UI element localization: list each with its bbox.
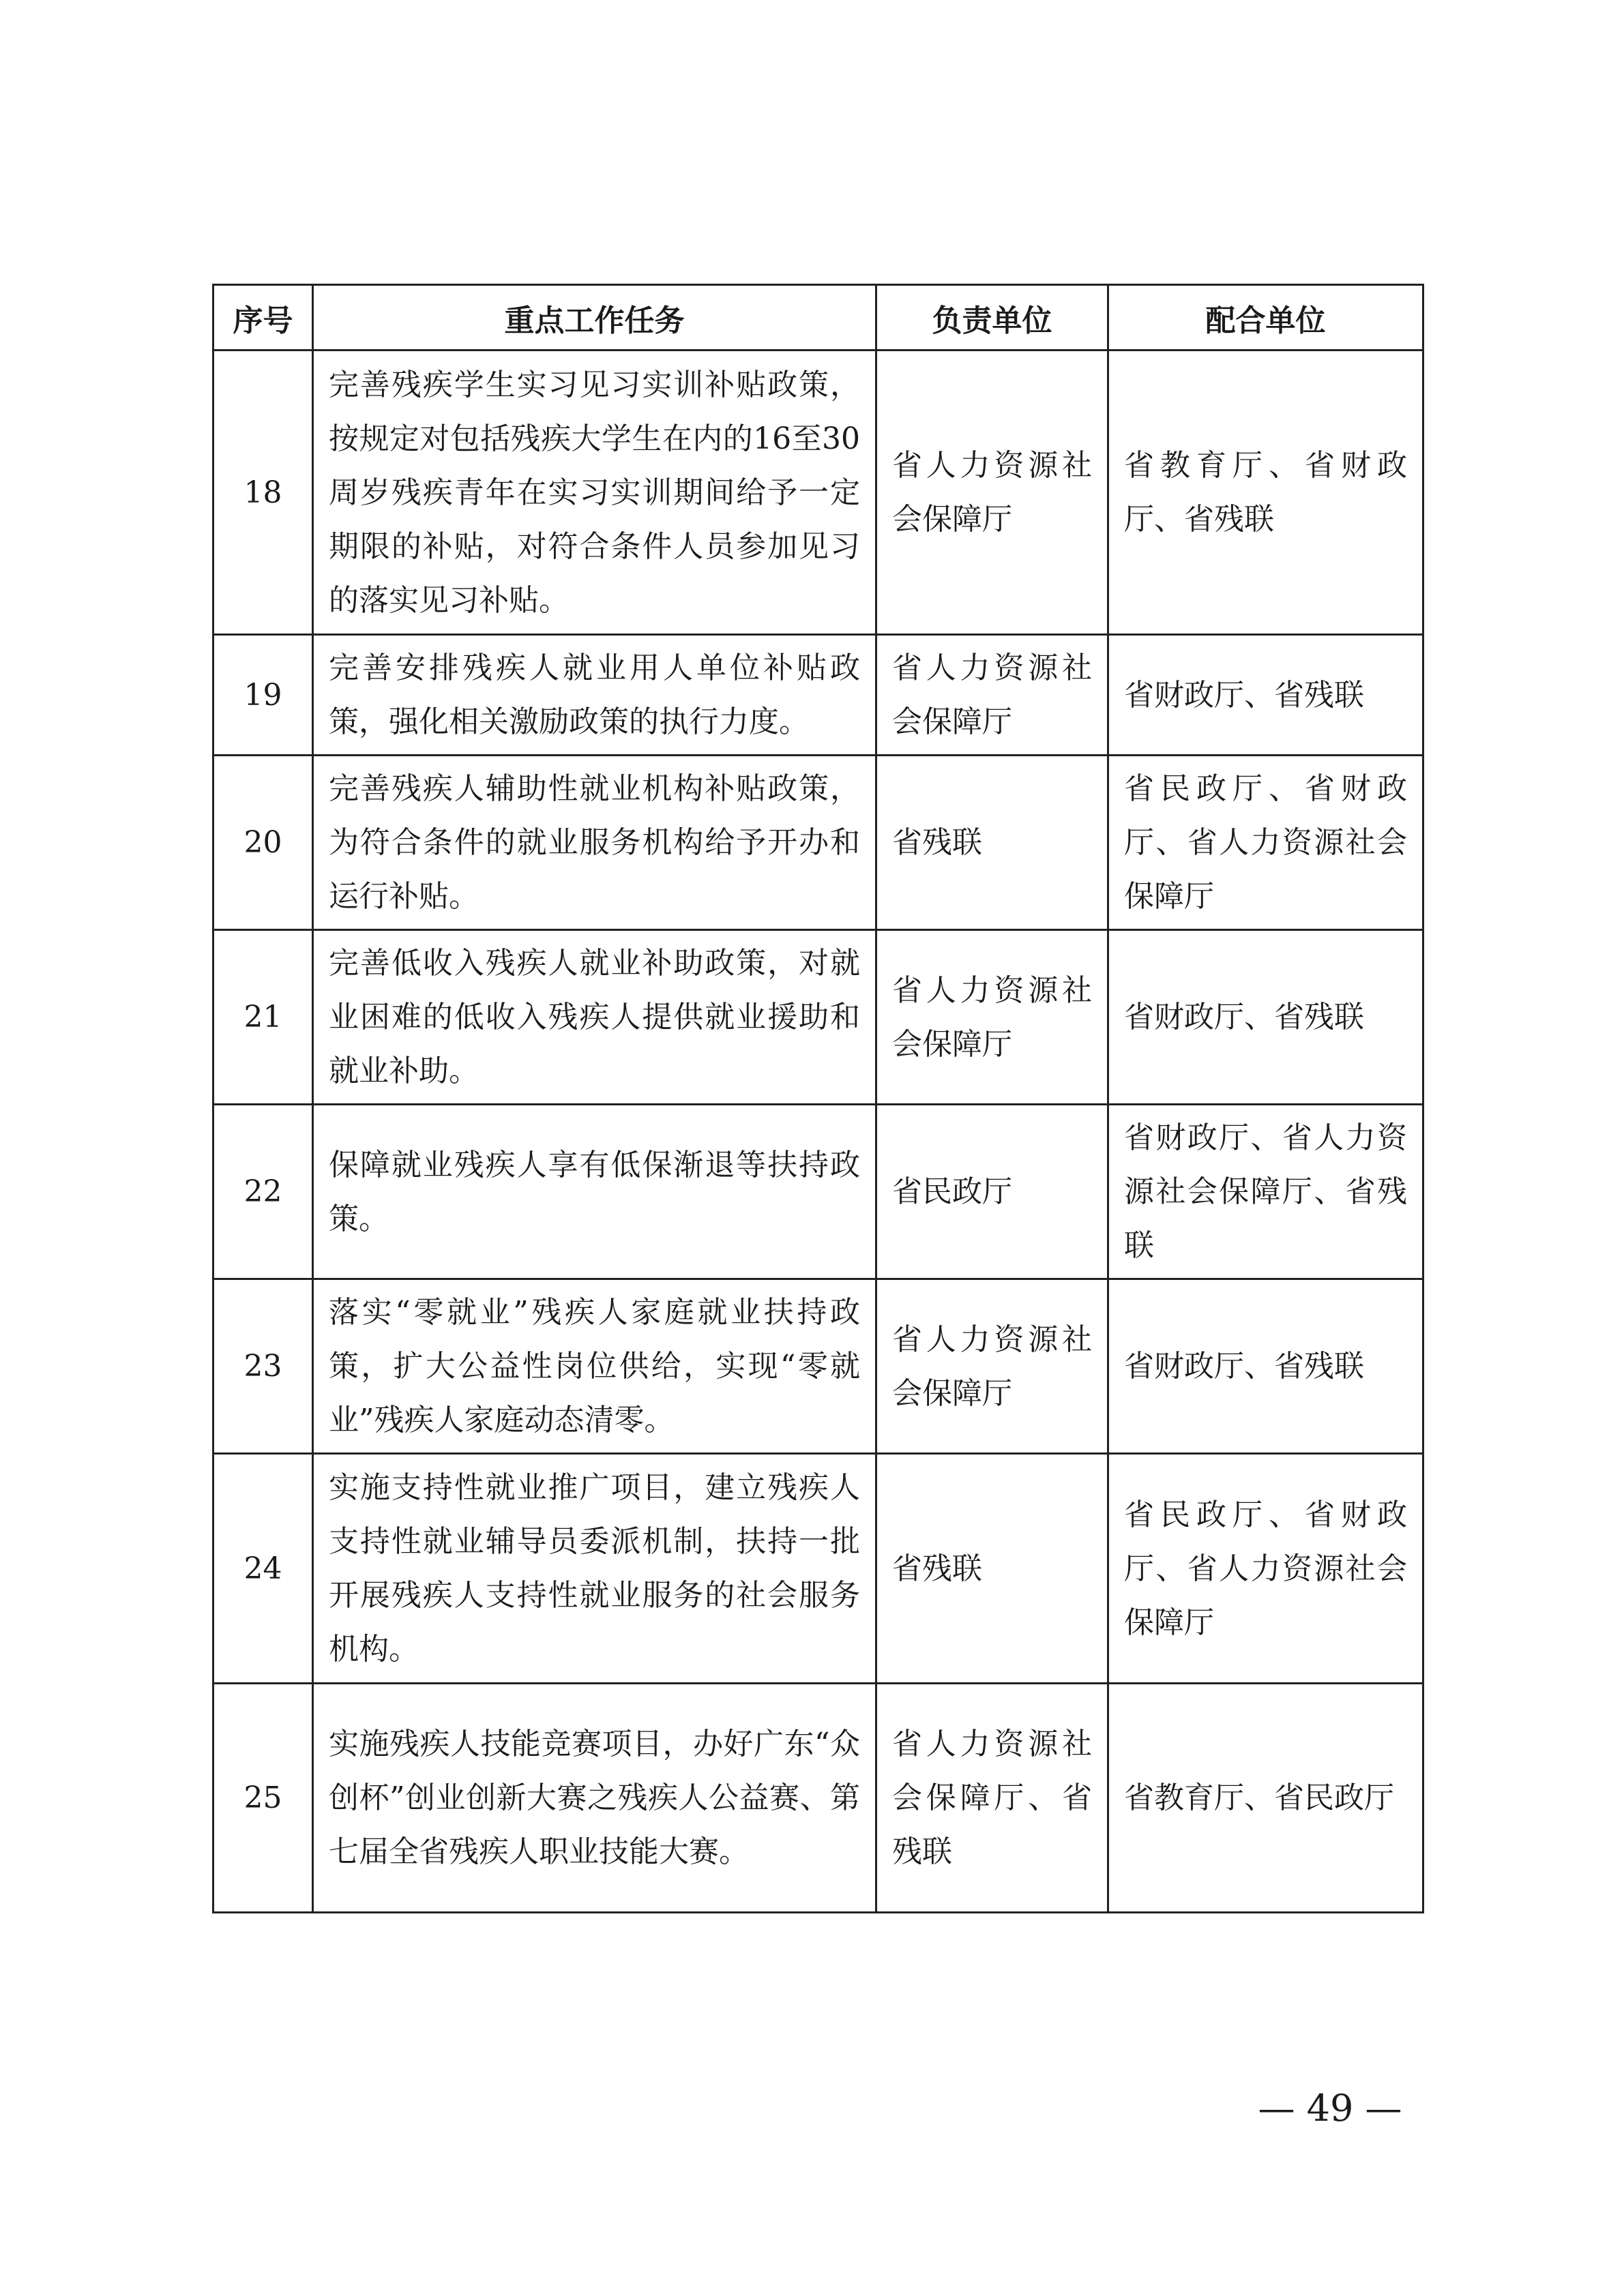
row-serial: 19	[213, 635, 313, 756]
row-serial: 24	[213, 1454, 313, 1684]
row-coop-unit: 省教育厅、省财政厅、省残联	[1108, 351, 1423, 635]
header-task: 重点工作任务	[313, 285, 876, 351]
row-coop-unit: 省教育厅、省民政厅	[1108, 1684, 1423, 1913]
row-coop-unit: 省财政厅、省残联	[1108, 635, 1423, 756]
row-lead-unit: 省残联	[876, 756, 1108, 930]
row-coop-unit: 省民政厅、省财政厅、省人力资源社会保障厅	[1108, 756, 1423, 930]
page-number: — 49 —	[1258, 2087, 1402, 2130]
row-serial: 22	[213, 1105, 313, 1279]
row-serial: 20	[213, 756, 313, 930]
row-serial: 18	[213, 351, 313, 635]
row-coop-unit: 省财政厅、省残联	[1108, 1279, 1423, 1454]
header-lead-unit: 负责单位	[876, 285, 1108, 351]
table-header-row	[213, 285, 1423, 351]
row-task: 完善安排残疾人就业用人单位补贴政策，强化相关激励政策的执行力度。	[313, 635, 876, 756]
row-task: 完善残疾人辅助性就业机构补贴政策，为符合条件的就业服务机构给予开办和运行补贴。	[313, 756, 876, 930]
row-lead-unit: 省人力资源社会保障厅	[876, 351, 1108, 635]
row-serial: 23	[213, 1279, 313, 1454]
row-task: 实施残疾人技能竞赛项目，办好广东“众创杯”创业创新大赛之残疾人公益赛、第七届全省残疾人职业技能大赛。	[313, 1684, 876, 1913]
row-serial: 25	[213, 1684, 313, 1913]
row-task: 完善残疾学生实习见习实训补贴政策，按规定对包括残疾大学生在内的16至30周岁残疾青年在实习实训期间给予一定期限的补贴，对符合条件人员参加见习的落实见习补贴。	[313, 351, 876, 635]
table-row	[213, 1454, 1423, 1684]
row-serial: 21	[213, 930, 313, 1105]
table-row	[213, 756, 1423, 930]
row-lead-unit: 省人力资源社会保障厅	[876, 1279, 1108, 1454]
table-row	[213, 351, 1423, 635]
table-row	[213, 930, 1423, 1105]
table-row	[213, 1105, 1423, 1279]
header-serial: 序号	[213, 285, 313, 351]
table-row	[213, 1279, 1423, 1454]
row-task: 实施支持性就业推广项目，建立残疾人支持性就业辅导员委派机制，扶持一批开展残疾人支持性就业服务的社会服务机构。	[313, 1454, 876, 1684]
row-lead-unit: 省人力资源社会保障厅、省残联	[876, 1684, 1108, 1913]
table-row	[213, 635, 1423, 756]
table-row	[213, 1684, 1423, 1913]
row-task: 完善低收入残疾人就业补助政策，对就业困难的低收入残疾人提供就业援助和就业补助。	[313, 930, 876, 1105]
row-lead-unit: 省民政厅	[876, 1105, 1108, 1279]
row-lead-unit: 省人力资源社会保障厅	[876, 635, 1108, 756]
row-coop-unit: 省民政厅、省财政厅、省人力资源社会保障厅	[1108, 1454, 1423, 1684]
header-coop-unit: 配合单位	[1108, 285, 1423, 351]
row-coop-unit: 省财政厅、省残联	[1108, 930, 1423, 1105]
row-task: 保障就业残疾人享有低保渐退等扶持政策。	[313, 1105, 876, 1279]
row-lead-unit: 省人力资源社会保障厅	[876, 930, 1108, 1105]
row-lead-unit: 省残联	[876, 1454, 1108, 1684]
row-coop-unit: 省财政厅、省人力资源社会保障厅、省残联	[1108, 1105, 1423, 1279]
row-task: 落实“零就业”残疾人家庭就业扶持政策，扩大公益性岗位供给，实现“零就业”残疾人家庭动态清零。	[313, 1279, 876, 1454]
task-table	[212, 284, 1424, 1913]
